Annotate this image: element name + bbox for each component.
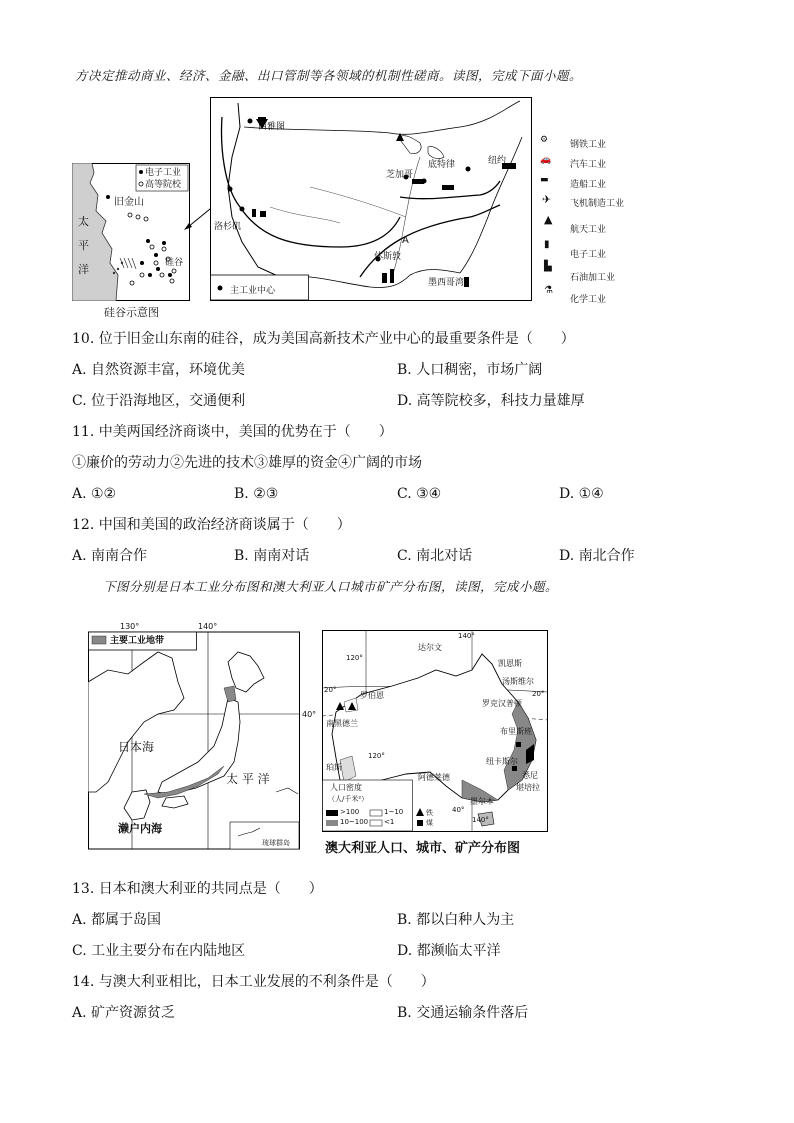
aus-legend-lt1: <1: [384, 818, 395, 826]
aus-legend-unit: （人/千米²）: [328, 795, 369, 803]
aus-lat-20-left: 20°: [324, 686, 337, 694]
q13-option-d[interactable]: D. 都濒临太平洋: [397, 943, 501, 959]
silicon-san-francisco-label: 旧金山: [114, 197, 144, 208]
city-townsville: 汤斯维尔: [502, 677, 534, 686]
q10-stem: 10. 位于旧金山东南的硅谷，成为美国高新技术产业中心的最重要条件是（ ）: [72, 331, 575, 347]
aus-legend-1-10: 1~10: [384, 808, 404, 816]
q12-stem: 12. 中国和美国的政治经济商谈属于（ ）: [72, 517, 351, 533]
q12-option-a[interactable]: A. 南南合作: [72, 548, 148, 564]
japan-lon-140: 140°: [198, 622, 218, 631]
city-port-hedland: 南黑德兰: [326, 719, 358, 728]
q13-option-b[interactable]: B. 都以白种人为主: [397, 912, 515, 928]
q11-stem: 11. 中美两国经济商谈中，美国的优势在于（ ）: [72, 424, 393, 440]
city-darwin: 达尔文: [418, 643, 442, 652]
aus-lon-140-top: 140°: [458, 632, 475, 640]
silicon-legend-college: 高等院校: [145, 180, 182, 190]
city-cairns: 凯恩斯: [498, 659, 522, 668]
usa-industry-legend: [540, 135, 640, 305]
japan-lon-130: 130°: [120, 622, 140, 631]
q13-stem: 13. 日本和澳大利亚的共同点是（ ）: [72, 881, 323, 897]
silicon-ocean-char-3: 洋: [78, 263, 89, 276]
usa-industry-map: [210, 97, 532, 301]
aus-lat-40: 40°: [452, 806, 465, 814]
city-brisbane: 布里斯班: [500, 727, 532, 736]
city-chicago: 芝加哥: [386, 170, 414, 180]
q12-option-b[interactable]: B. 南南对话: [234, 548, 310, 564]
legend-ship: 造船工业: [570, 180, 607, 190]
silicon-valley-map: [72, 163, 190, 301]
aerospace-icon: ▲: [544, 213, 553, 226]
seto-inland-sea-label: 濑户内海: [118, 822, 162, 835]
legend-steel: 钢铁工业: [570, 140, 607, 150]
aus-legend-title: 人口密度: [330, 783, 362, 792]
q13-option-c[interactable]: C. 工业主要分布在内陆地区: [72, 943, 246, 959]
aus-lat-20-right: 20°: [532, 690, 545, 698]
q12-option-c[interactable]: C. 南北对话: [397, 548, 473, 564]
aus-legend-10-100: 10~100: [340, 818, 369, 826]
legend-aerospace: 航天工业: [570, 225, 607, 235]
q14-option-a[interactable]: A. 矿产资源贫乏: [72, 1005, 176, 1021]
q11-option-a[interactable]: A. ①②: [72, 486, 117, 502]
intro-text-top: 方决定推动商业、经济、金融、出口管制等各领域的机制性磋商。读图，完成下面小题。: [75, 68, 583, 83]
australia-map: [322, 630, 548, 832]
gulf-of-mexico-label: 墨西哥湾: [428, 278, 465, 288]
q14-stem: 14. 与澳大利亚相比，日本工业发展的不利条件是（ ）: [72, 974, 435, 990]
pacific-ocean-label: 太 平 洋: [226, 772, 270, 786]
aus-lon-120-top: 120°: [346, 654, 363, 662]
ryukyu-islands-label: 琉球群岛: [262, 839, 290, 847]
aus-legend-gt100: >100: [340, 808, 360, 816]
q13-option-a[interactable]: A. 都属于岛国: [72, 912, 162, 928]
legend-petroleum: 石油加工业: [570, 273, 616, 283]
main-center-legend: 主工业中心: [230, 286, 276, 296]
chemical-icon: ⚗: [544, 285, 553, 296]
city-perth: 珀斯: [326, 763, 342, 772]
city-seattle: 西雅图: [258, 122, 286, 132]
q10-option-a[interactable]: A. 自然资源丰富，环境优美: [72, 362, 246, 378]
q11-option-d[interactable]: D. ①④: [559, 486, 604, 502]
q11-option-b[interactable]: B. ②③: [234, 486, 279, 502]
aircraft-icon: ✈: [542, 193, 552, 206]
aus-legend-iron: 铁: [426, 809, 433, 817]
legend-electronics: 电子工业: [570, 250, 607, 260]
aus-lon-140-bottom: 140°: [472, 816, 489, 824]
q14-option-b[interactable]: B. 交通运输条件落后: [397, 1005, 529, 1021]
electronics-icon: ▮: [544, 239, 550, 250]
silicon-ocean-char-2: 平: [78, 239, 89, 252]
city-sydney: 悉尼: [522, 771, 538, 780]
city-canberra: 堪培拉: [516, 783, 540, 792]
city-melbourne: 墨尔本: [470, 797, 494, 806]
japan-legend-label: 主要工业地带: [110, 636, 165, 646]
aus-lon-120-bottom: 120°: [368, 752, 385, 760]
q10-option-b[interactable]: B. 人口稠密，市场广阔: [397, 362, 543, 378]
australia-map-title: 澳大利亚人口、城市、矿产分布图: [325, 841, 521, 856]
aus-legend-coal: 煤: [426, 819, 433, 827]
city-new-york: 纽约: [488, 156, 507, 166]
city-roebourne: 罗伯恩: [360, 691, 384, 700]
q12-option-d[interactable]: D. 南北合作: [559, 548, 635, 564]
q10-option-c[interactable]: C. 位于沿海地区，交通便利: [72, 393, 246, 409]
point-a-label: A: [402, 235, 409, 246]
city-los-angeles: 洛杉矶: [214, 222, 242, 232]
q10-option-d[interactable]: D. 高等院校多，科技力量雄厚: [397, 393, 585, 409]
petroleum-icon: ▙: [544, 261, 552, 272]
japan-lat-40: 40°: [302, 710, 317, 719]
silicon-ocean-char-1: 太: [78, 215, 89, 228]
intro-text-mid: 下图分别是日本工业分布图和澳大利亚人口城市矿产分布图，读图，完成小题。: [103, 579, 559, 594]
ship-icon: ▬: [540, 175, 549, 185]
japan-sea-label: 日本海: [118, 740, 155, 754]
city-rockhampton: 罗克汉普顿: [482, 699, 522, 708]
silicon-legend-electronics: 电子工业: [145, 168, 182, 178]
steel-icon: ⚙: [540, 135, 549, 145]
city-newcastle: 纽卡斯尔: [486, 757, 518, 766]
car-icon: 🚗: [540, 155, 552, 165]
legend-aircraft: 飞机制造工业: [570, 199, 625, 209]
japan-industry-map: [88, 622, 317, 850]
legend-car: 汽车工业: [570, 160, 607, 170]
silicon-valley-label: 硅谷: [165, 258, 184, 268]
city-houston: 休斯敦: [374, 252, 402, 262]
q11-option-c[interactable]: C. ③④: [397, 486, 442, 502]
silicon-valley-caption: 硅谷示意图: [104, 306, 159, 319]
city-adelaide: 阿德莱德: [418, 773, 450, 782]
legend-chemical: 化学工业: [570, 295, 607, 305]
city-detroit: 底特律: [428, 160, 456, 170]
q11-subitems: ①廉价的劳动力②先进的技术③雄厚的资金④广阔的市场: [72, 455, 422, 471]
